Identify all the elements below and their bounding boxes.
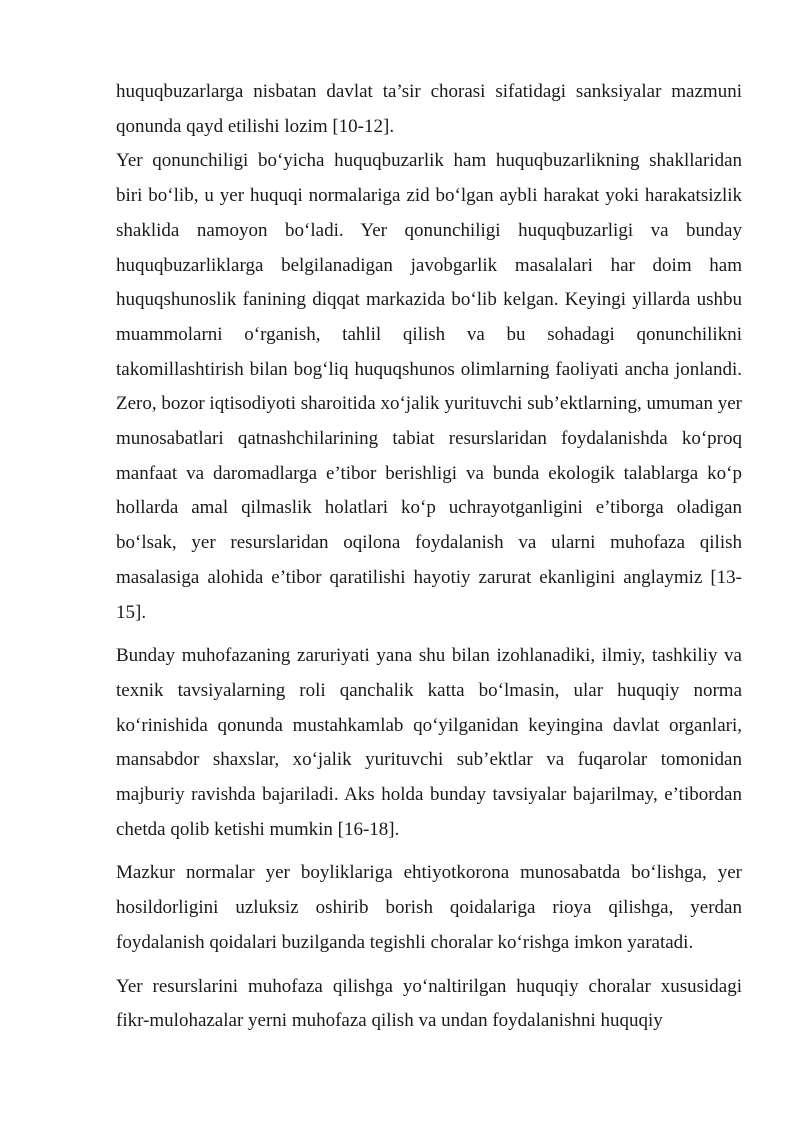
paragraph-norms-purpose: Mazkur normalar yer boyliklariga ehtiyotkorona munosabatda bo‘lishga, yer hosildorligini uzluksiz oshirib borish qoidalariga rioya qilishga, yerdan foydalanish qoidalari buzilganda tegishli choralar ko‘rishga imkon yaratadi. <box>116 862 742 953</box>
paragraph-land-offenses: Yer qonunchiligi bo‘yicha huquqbuzarlik ham huquqbuzarlikning shakllaridan biri bo‘lib, u yer huquqi normalariga zid bo‘lgan aybli harakat yoki harakatsizlik shaklida namoyon bo‘ladi. Yer qonunchiligi huquqbuzarligi va bunday huquqbuzarliklarga belgilanadigan javobgarlik masalalari har doim ham huquqshunoslik fanining diqqat markazida bo‘lib kelgan. Keyingi yillarda ushbu muammolarni o‘rganish, tahlil qilish va bu sohadagi qonunchilikni takomillashtirish bilan bog‘liq huquqshunos olimlarning faoliyati ancha jonlandi. Zero, bozor iqtisodiyoti sharoitida xo‘jalik yurituvchi sub’ektlarning, umuman yer munosabatlari qatnashchilarining tabiat resurslaridan foydalanishda ko‘proq manfaat va daromadlarga e’tibor berishligi va bunda ekologik talablarga ko‘p hollarda amal qilmaslik holatlari ko‘p uchrayotganligini e’tiborga oladigan bo‘lsak, yer resurslaridan oqilona foydalanish va ularni muhofaza qilish masalasiga alohida e’tibor qaratilishi hayotiy zarurat ekanligini anglaymiz [13-15]. <box>116 150 742 623</box>
document-page <box>116 75 742 1039</box>
paragraph-continuation: huquqbuzarlarga nisbatan davlat ta’sir chorasi sifatidagi sanksiyalar mazmuni qonunda qayd etilishi lozim [10-12]. <box>116 81 742 137</box>
paragraph-protection-necessity: Bunday muhofazaning zaruriyati yana shu bilan izohlanadiki, ilmiy, tashkiliy va texnik tavsiyalarning roli qanchalik katta bo‘lmasin, ular huquqiy norma ko‘rinishida qonunda mustahkamlab qo‘yilganidan keyingina davlat organlari, mansabdor shaxslar, xo‘jalik yurituvchi sub’ektlar va fuqarolar tomonidan majburiy ravishda bajariladi. Aks holda bunday tavsiyalar bajarilmay, e’tibordan chetda qolib ketishi mumkin [16-18]. <box>116 645 742 840</box>
paragraph-legal-measures: Yer resurslarini muhofaza qilishga yo‘naltirilgan huquqiy choralar xususidagi fikr-mulohazalar yerni muhofaza qilish va undan foydalanishni huquqiy <box>116 975 742 1032</box>
